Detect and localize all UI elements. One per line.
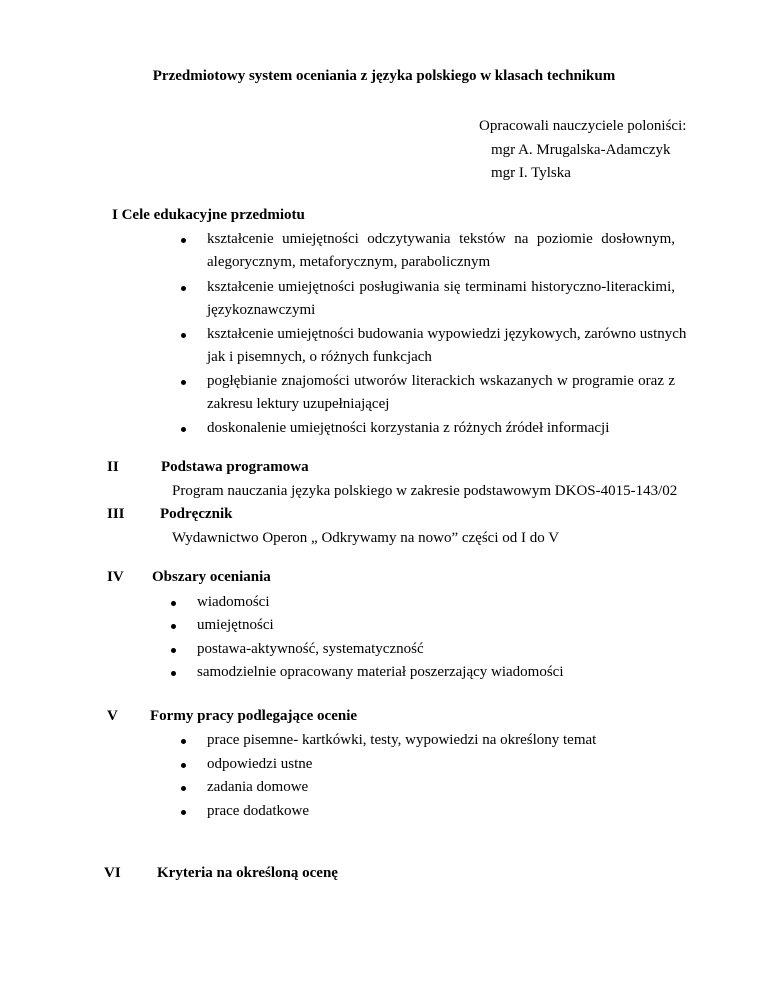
list-item-line2: językoznawczymi xyxy=(207,302,316,318)
bullet-icon xyxy=(181,786,186,791)
list-item-line1: kształcenie umiejętności posługiwania się terminami historyczno-literackimi, xyxy=(207,279,675,295)
bullet-icon xyxy=(181,286,186,291)
list-item-text: zadania domowe xyxy=(207,779,309,795)
list-item-text: umiejętności xyxy=(197,617,274,633)
document-title: Przedmiotowy system oceniania z języka polskiego w klasach technikum xyxy=(152,68,616,84)
section-1-heading: I Cele edukacyjne przedmiotu xyxy=(112,207,305,223)
list-item-text: wiadomości xyxy=(197,594,270,610)
author-1: mgr A. Mrugalska-Adamczyk xyxy=(491,142,671,158)
list-item-line2: alegorycznym, metaforycznym, parabolicznym xyxy=(207,254,491,270)
section-2-text: Program nauczania języka polskiego w zakresie podstawowym DKOS-4015-143/02 xyxy=(172,483,678,499)
bullet-icon xyxy=(171,624,176,629)
section-3-text: Wydawnictwo Operon „ Odkrywamy na nowo” części od I do V xyxy=(172,530,560,546)
section-6-number: VI xyxy=(104,865,121,881)
list-item-text: postawa-aktywność, systematyczność xyxy=(197,641,424,657)
section-4-heading: Obszary oceniania xyxy=(152,569,271,585)
bullet-icon xyxy=(171,601,176,606)
section-2-heading: Podstawa programowa xyxy=(161,459,309,475)
section-5-heading: Formy pracy podlegające ocenie xyxy=(150,708,358,724)
section-6-heading: Kryteria na określoną ocenę xyxy=(157,865,338,881)
section-5-number: V xyxy=(107,708,118,724)
bullet-icon xyxy=(181,333,186,338)
authors-intro: Opracowali nauczyciele poloniści: xyxy=(479,118,687,134)
list-item-line2: jak i pisemnych, o różnych funkcjach xyxy=(207,349,432,365)
bullet-icon xyxy=(181,380,186,385)
list-item-line1: kształcenie umiejętności budowania wypowiedzi językowych, zarówno ustnych xyxy=(207,326,687,342)
bullet-icon xyxy=(181,810,186,815)
section-3-number: III xyxy=(107,506,125,522)
list-item-line1: kształcenie umiejętności odczytywania tekstów na poziomie dosłownym, xyxy=(207,231,675,247)
section-2-number: II xyxy=(107,459,119,475)
list-item-text: prace pisemne- kartkówki, testy, wypowiedzi na określony temat xyxy=(207,732,597,748)
list-item-text: prace dodatkowe xyxy=(207,803,310,819)
list-item-text: odpowiedzi ustne xyxy=(207,756,313,772)
bullet-icon xyxy=(181,427,186,432)
author-2: mgr I. Tylska xyxy=(491,165,571,181)
bullet-icon xyxy=(171,648,176,653)
list-item-line1: doskonalenie umiejętności korzystania z różnych źródeł informacji xyxy=(207,420,610,436)
list-item-line2: zakresu lektury uzupełniającej xyxy=(207,396,390,412)
list-item-line1: pogłębianie znajomości utworów literackich wskazanych w programie oraz z xyxy=(207,373,675,389)
section-4-number: IV xyxy=(107,569,124,585)
section-3-heading: Podręcznik xyxy=(160,506,233,522)
bullet-icon xyxy=(181,763,186,768)
list-item-text: samodzielnie opracowany materiał poszerzający wiadomości xyxy=(197,664,564,680)
bullet-icon xyxy=(181,739,186,744)
bullet-icon xyxy=(171,671,176,676)
bullet-icon xyxy=(181,238,186,243)
